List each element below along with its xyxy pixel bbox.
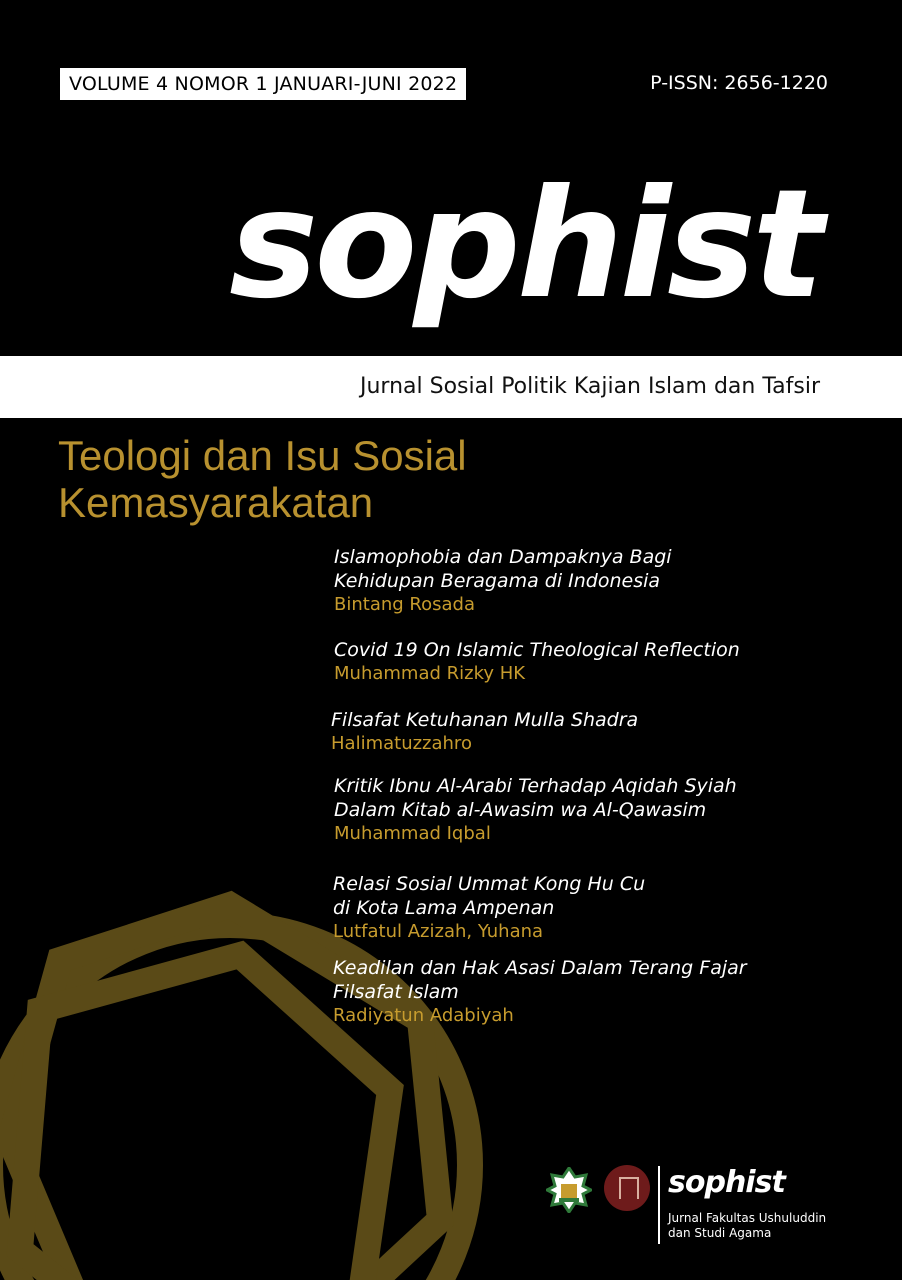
article-title [334,545,804,593]
article-title-line: Relasi Sosial Ummat Kong Hu Cu [333,873,646,895]
issn-label: P-ISSN: 2656-1220 [650,72,828,94]
article-author: Radiyatun Adabiyah [333,1005,514,1026]
article-item [334,545,804,617]
article-item [333,956,803,1028]
article-title-line: Kritik Ibnu Al-Arabi Terhadap Aqidah Syiah [334,775,737,797]
article-title [334,638,804,662]
article-author: Muhammad Rizky HK [334,663,526,684]
article-item [331,708,801,756]
article-title-line: Islamophobia dan Dampaknya Bagi [334,546,672,568]
footer-logotype: sophist [668,1165,785,1200]
volume-label: VOLUME 4 NOMOR 1 JANUARI-JUNI 2022 [60,68,466,100]
journal-subtitle: Jurnal Sosial Politik Kajian Islam dan Tafsir [359,374,820,399]
article-title-line: Keadilan dan Hak Asasi Dalam Terang Fajar [333,957,747,979]
publisher-logos [540,1160,840,1250]
article-item [333,872,803,944]
journal-logotype: sophist [229,158,820,332]
article-author: Lutfatul Azizah, Yuhana [333,921,544,942]
article-title-line: Covid 19 On Islamic Theological Reflection [334,639,740,661]
article-title-line: di Kota Lama Ampenan [333,897,555,919]
footer-subtitle-line: dan Studi Agama [668,1226,772,1240]
theme-line-2: Kemasyarakatan [58,479,374,526]
faculty-emblem-icon [604,1165,650,1211]
article-author: Halimatuzzahro [331,733,472,754]
article-title-line: Dalam Kitab al-Awasim wa Al-Qawasim [334,799,707,821]
logo-divider [658,1166,660,1244]
article-title-line: Filsafat Ketuhanan Mulla Shadra [331,709,639,731]
theme-line-1: Teologi dan Isu Sosial [58,432,467,479]
article-title [333,872,803,920]
university-emblem-icon [546,1167,592,1213]
footer-logo-subtitle [668,1211,828,1241]
article-title [333,956,803,1004]
article-title [331,708,801,732]
footer-subtitle-line: Jurnal Fakultas Ushuluddin [668,1211,827,1225]
article-item [334,638,804,686]
issue-theme [58,432,467,526]
article-author: Bintang Rosada [334,594,475,615]
article-title-line: Filsafat Islam [333,981,459,1003]
article-title-line: Kehidupan Beragama di Indonesia [334,570,661,592]
article-title [334,774,804,822]
article-author: Muhammad Iqbal [334,823,491,844]
article-item [334,774,804,846]
